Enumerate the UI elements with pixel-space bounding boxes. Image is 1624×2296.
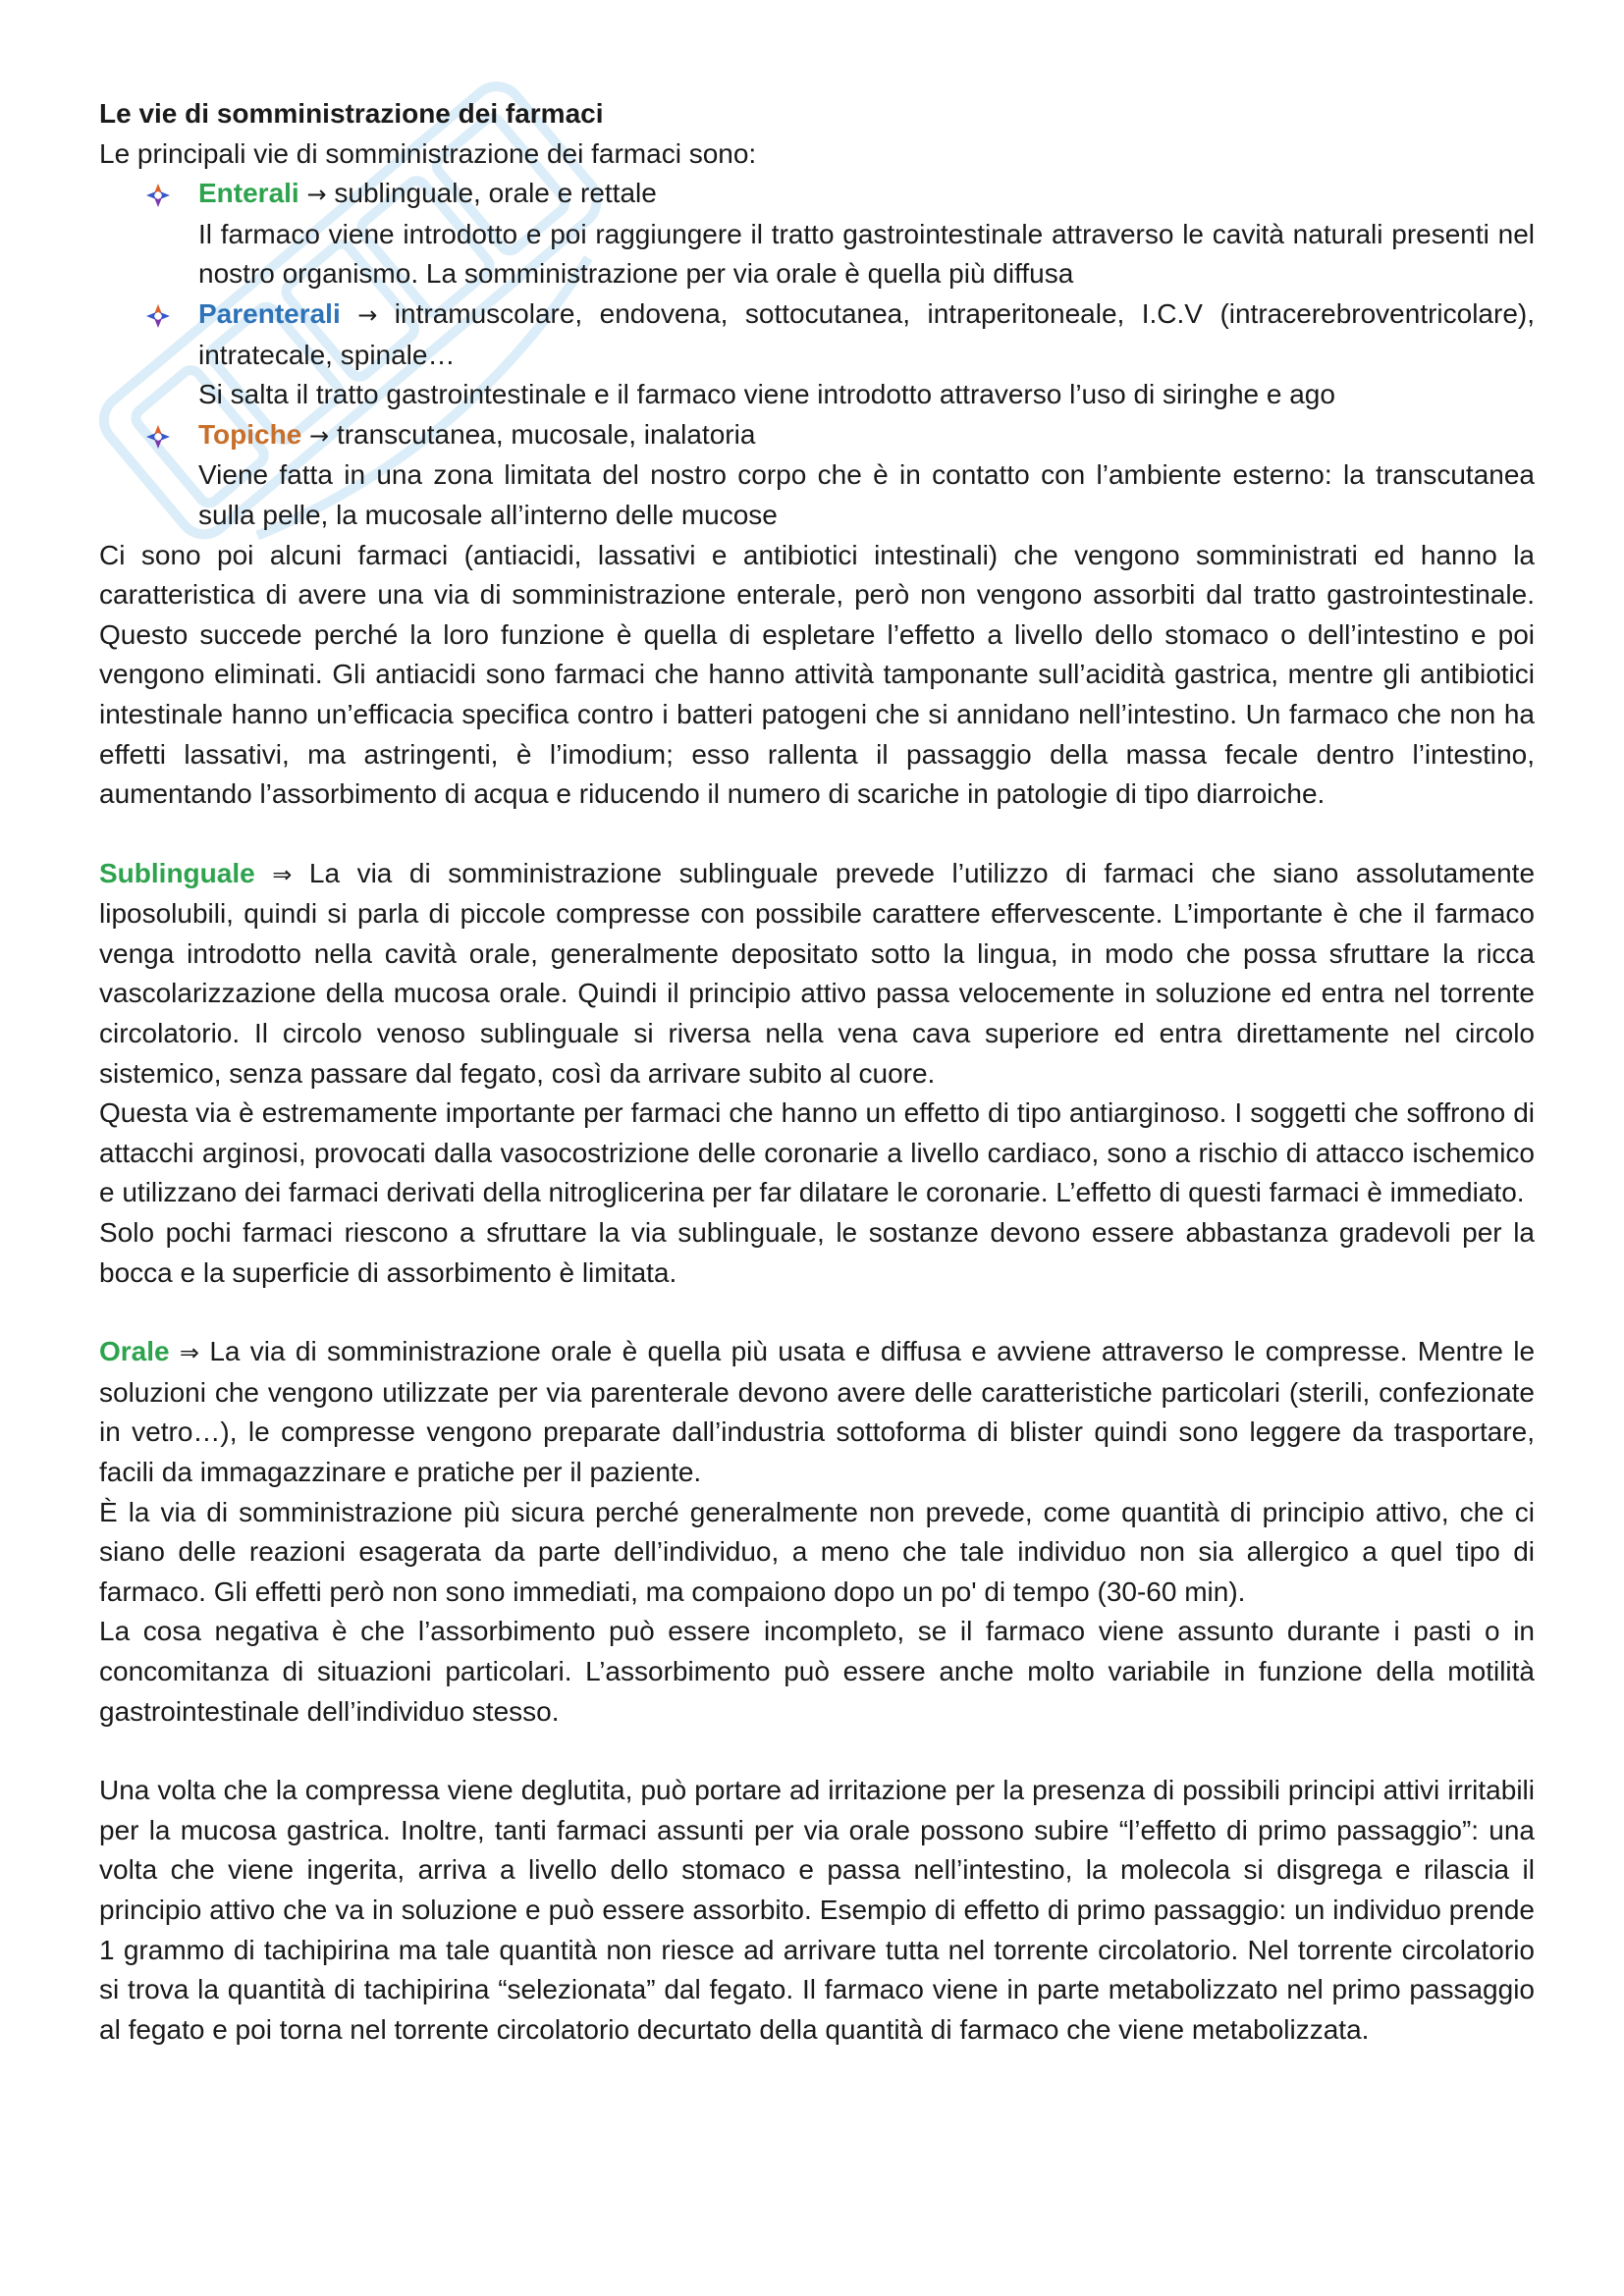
list-item-topiche bbox=[99, 415, 1535, 536]
section-sublinguale-intro bbox=[99, 854, 1535, 1095]
spacer bbox=[99, 1732, 1535, 1771]
arrow-right-icon: → bbox=[357, 300, 378, 329]
route-list-topiche: transcutanea, mucosale, inalatoria bbox=[336, 418, 756, 450]
section-label-orale: Orale bbox=[99, 1336, 170, 1367]
route-description-parenterali: Si salta il tratto gastrointestinale e il farmaco viene introdotto attraverso l’uso di siringhe e ago bbox=[198, 379, 1335, 410]
arrow-right-icon: → bbox=[309, 421, 330, 450]
route-description-enterali: Il farmaco viene introdotto e poi raggiungere il tratto gastrointestinale attraverso le cavità naturali presenti nel nostro organismo. La somministrazione per via orale è quella più diffusa bbox=[198, 218, 1535, 290]
route-list-parenterali: intramuscolare, endovena, sottocutanea, intraperitoneale, I.C.V (intracerebroventricolare), intratecale, spinale… bbox=[198, 297, 1536, 370]
route-label-topiche: Topiche bbox=[198, 418, 302, 450]
list-item-enterali bbox=[99, 174, 1535, 294]
route-label-parenterali: Parenterali bbox=[198, 297, 341, 329]
section-orale-intro bbox=[99, 1332, 1535, 1492]
paragraph-non-absorbed-drugs: Ci sono poi alcuni farmaci (antiacidi, lassativi e antibiotici intestinali) che vengono somministrati ed hanno la caratteristica di avere una via di somministrazione enterale, però non vengono assorbiti dal tratto gastrointestinale. Questo succede perché la loro funzione è quella di espletare l’effetto a livello dello stomaco o dell’intestino e poi vengono eliminati. Gli antiacidi sono farmaci che hanno attività tamponante sull’acidità gastrica, mentre gli antibiotici intestinale hanno un’efficacia specifica contro i batteri patogeni che si annidano nell’intestino. Un farmaco che non ha effetti lassativi, ma astringenti, è l’imodium; esso rallenta il passaggio della massa fecale dentro l’intestino, aumentando l’assorbimento di acqua e riducendo il numero di scariche in patologie di tipo diarroiche. bbox=[99, 539, 1535, 810]
route-list-enterali: sublinguale, orale e rettale bbox=[334, 178, 657, 209]
double-arrow-icon: ⇒ bbox=[272, 860, 293, 888]
orale-paragraph-3: La cosa negativa è che l’assorbimento può essere incompleto, se il farmaco viene assunto durante i pasti o in concomitanza di situazioni particolari. L’assorbimento può essere anche molto variabile in funzione della motilità gastrointestinale dell’individuo stesso. bbox=[99, 1616, 1535, 1727]
section-label-sublinguale: Sublinguale bbox=[99, 857, 255, 888]
bullet-icon bbox=[144, 182, 172, 209]
page-title: Le vie di somministrazione dei farmaci bbox=[99, 98, 604, 129]
sublinguale-paragraph-2: Questa via è estremamente importante per farmaci che hanno un effetto di tipo antiarginoso. I soggetti che soffrono di attacchi arginosi, provocati dalla vasocostrizione delle coronarie a livello cardiaco, sono a rischio di attacco ischemico e utilizzano dei farmaci derivati della nitroglicerina per far dilatare le coronarie. L’effetto di questi farmaci è immediato. bbox=[99, 1097, 1535, 1208]
document-body bbox=[99, 94, 1535, 2050]
orale-paragraph-4: Una volta che la compressa viene deglutita, può portare ad irritazione per la presenza di possibili principi attivi irritabili per la mucosa gastrica. Inoltre, tanti farmaci assunti per via orale possono subire “l’effetto di primo passaggio”: una volta che viene ingerita, arriva a livello dello stomaco e passa nell’intestino, la molecola si disgrega e rilascia il principio attivo che va in soluzione e può essere assorbito. Esempio di effetto di primo passaggio: un individuo prende 1 grammo di tachipirina ma tale quantità non riesce ad arrivare tutta nel torrente circolatorio. Nel torrente circolatorio si trova la quantità di tachipirina “selezionata” dal fegato. Il farmaco viene in parte metabolizzato nel primo passaggio al fegato e poi torna nel torrente circolatorio decurtato della quantità di farmaco che viene metabolizzata. bbox=[99, 1775, 1535, 2045]
spacer bbox=[99, 1293, 1535, 1332]
route-label-enterali: Enterali bbox=[198, 178, 299, 209]
intro-text: Le principali vie di somministrazione dei farmaci sono: bbox=[99, 137, 757, 169]
arrow-right-icon: → bbox=[306, 181, 327, 209]
spacer bbox=[99, 815, 1535, 854]
orale-paragraph-2: È la via di somministrazione più sicura perché generalmente non prevede, come quantità di principio attivo, che ci siano delle reazioni esagerata da parte dell’individuo, a meno che tale individuo non sia allergico a quel tipo di farmaco. Gli effetti però non sono immediati, ma compaiono dopo un po' di tempo (30-60 min). bbox=[99, 1496, 1535, 1607]
list-item-parenterali bbox=[99, 294, 1535, 415]
orale-paragraph-1: La via di somministrazione orale è quella più usata e diffusa e avviene attraverso le compresse. Mentre le soluzioni che vengono utilizzate per via parenterale devono avere delle caratteristiche particolari (sterili, confezionate in vetro…), le compresse vengono preparate dall’industria sottoforma di blister quindi sono leggere da trasportare, facili da immagazzinare e pratiche per il paziente. bbox=[99, 1336, 1536, 1487]
double-arrow-icon: ⇒ bbox=[179, 1339, 200, 1367]
bullet-icon bbox=[144, 423, 172, 451]
sublinguale-paragraph-3: Solo pochi farmaci riescono a sfruttare la via sublinguale, le sostanze devono essere abbastanza gradevoli per la bocca e la superficie di assorbimento è limitata. bbox=[99, 1217, 1535, 1288]
sublinguale-paragraph-1: La via di somministrazione sublinguale prevede l’utilizzo di farmaci che siano assolutamente liposolubili, quindi si parla di piccole compresse con possibile carattere effervescente. L’importante è che il farmaco venga introdotto nella cavità orale, generalmente depositato sotto la lingua, in modo che possa sfruttare la ricca vascolarizzazione della mucosa orale. Quindi il principio attivo passa velocemente in soluzione ed entra nel torrente circolatorio. Il circolo venoso sublinguale si riversa nella vena cava superiore ed entra direttamente nel circolo sistemico, senza passare dal fegato, così da arrivare subito al cuore. bbox=[99, 857, 1536, 1089]
administration-routes-list bbox=[99, 174, 1535, 535]
bullet-icon bbox=[144, 302, 172, 330]
route-description-topiche: Viene fatta in una zona limitata del nostro corpo che è in contatto con l’ambiente esterno: la transcutanea sulla pelle, la mucosale all’interno delle mucose bbox=[198, 459, 1535, 530]
